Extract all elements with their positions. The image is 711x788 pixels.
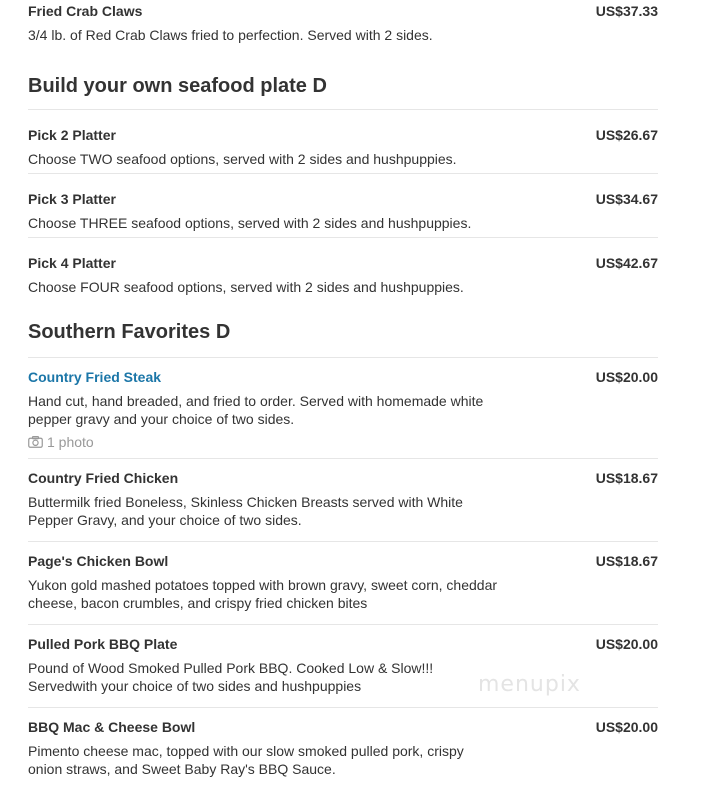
item-price: US$20.00	[595, 719, 658, 735]
item-price: US$34.67	[595, 191, 658, 207]
item-price: US$37.33	[595, 3, 658, 19]
menu-item-pick-3-platter	[28, 174, 658, 238]
item-price: US$20.00	[595, 369, 658, 385]
item-name: Pick 2 Platter	[28, 127, 116, 143]
item-name: Pulled Pork BBQ Plate	[28, 636, 178, 652]
item-description: Pimento cheese mac, topped with our slow smoked pulled pork, crispy onion straws, and Sweet Baby Ray's BBQ Sauce.	[28, 743, 464, 777]
item-description: Choose FOUR seafood options, served with 2 sides and hushpuppies.	[28, 279, 464, 295]
menu-item-bbq-mac-cheese-bowl	[28, 708, 658, 788]
item-description: Hand cut, hand breaded, and fried to order. Served with homemade white pepper gravy and your choice of two sides.	[28, 393, 484, 427]
item-name: Pick 4 Platter	[28, 255, 116, 271]
menu-list	[28, 0, 658, 788]
section-title-southern-favorites: Southern Favorites D	[28, 309, 658, 358]
menu-item-pick-2-platter	[28, 110, 658, 174]
menu-item-fried-crab-claws	[28, 0, 658, 61]
item-name: Country Fried Chicken	[28, 470, 179, 486]
item-name: Pick 3 Platter	[28, 191, 116, 207]
item-price: US$18.67	[595, 553, 658, 569]
photo-count: 1 photo	[47, 434, 94, 450]
item-description: Yukon gold mashed potatoes topped with brown gravy, sweet corn, cheddar cheese, bacon crumbles, and crispy fried chicken bites	[28, 577, 498, 611]
item-description: Buttermilk fried Boneless, Skinless Chicken Breasts served with White Pepper Gravy, and your choice of two sides.	[28, 494, 463, 528]
item-price: US$42.67	[595, 255, 658, 271]
item-description: Choose TWO seafood options, served with 2 sides and hushpuppies.	[28, 151, 457, 167]
menu-item-pages-chicken-bowl	[28, 542, 658, 625]
item-description: Pound of Wood Smoked Pulled Pork BBQ. Cooked Low & Slow!!! Servedwith your choice of two sides and hushpuppies	[28, 660, 434, 694]
item-description: Choose THREE seafood options, served with 2 sides and hushpuppies.	[28, 215, 472, 231]
item-price: US$18.67	[595, 470, 658, 486]
photo-count-link[interactable]	[28, 433, 94, 451]
item-price: US$20.00	[595, 636, 658, 652]
menu-item-country-fried-chicken	[28, 459, 658, 542]
item-price: US$26.67	[595, 127, 658, 143]
item-name: Fried Crab Claws	[28, 3, 143, 19]
camera-icon	[28, 436, 43, 448]
item-description: 3/4 lb. of Red Crab Claws fried to perfection. Served with 2 sides.	[28, 27, 433, 43]
menu-item-pick-4-platter	[28, 238, 658, 309]
item-name: BBQ Mac & Cheese Bowl	[28, 719, 196, 735]
menu-item-country-fried-steak[interactable]	[28, 358, 658, 459]
section-title-build-your-own: Build your own seafood plate D	[28, 61, 658, 110]
item-name: Page's Chicken Bowl	[28, 553, 169, 569]
item-name-link[interactable]: Country Fried Steak	[28, 369, 162, 385]
watermark-logo: menupix	[478, 672, 581, 697]
